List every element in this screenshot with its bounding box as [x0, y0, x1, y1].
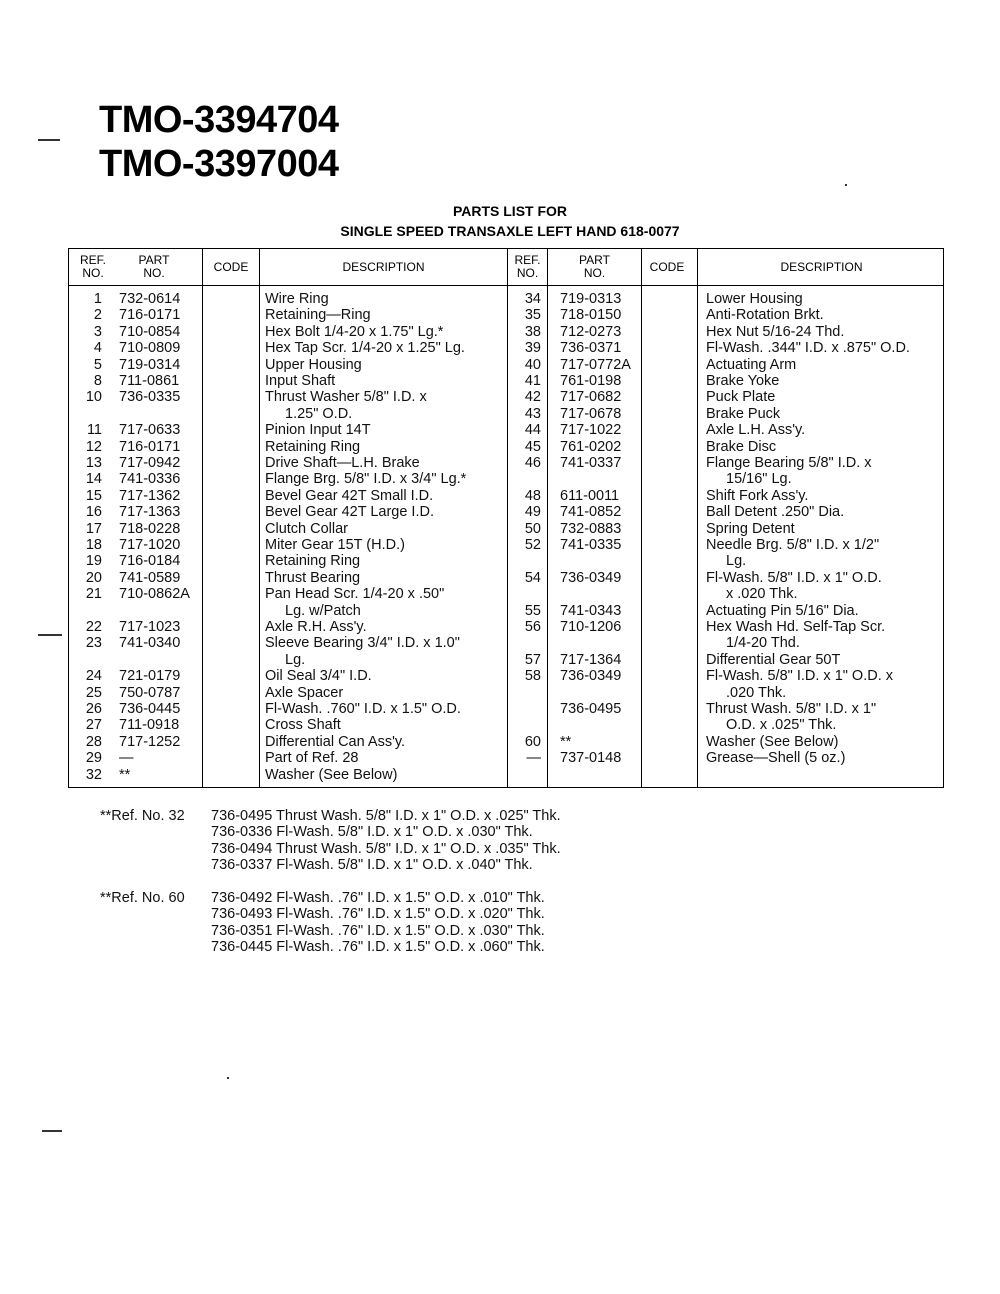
- ref-number-cell: [508, 701, 541, 717]
- part-number-cell: 717-0772A: [560, 356, 631, 373]
- part-number-cell: 611-0011: [560, 487, 620, 504]
- ref-number-cell: [508, 471, 541, 487]
- ref-number-cell: 27: [85, 717, 102, 734]
- part-number-cell: 717-1362: [119, 487, 181, 504]
- ref-number-cell: 46: [524, 455, 541, 471]
- description-cell: Cross Shaft: [265, 717, 341, 734]
- description-cell: 1/4-20 Thd.: [726, 635, 800, 652]
- description-cell: Washer (See Below): [265, 766, 398, 783]
- footnote-label: **Ref. No. 60: [100, 890, 185, 906]
- part-number-cell: 741-0337: [560, 455, 622, 471]
- description-cell: Hex Bolt 1/4-20 x 1.75" Lg.*: [265, 323, 444, 340]
- ref-number-cell: 42: [524, 389, 541, 406]
- description-cell: Wire Ring: [265, 291, 329, 307]
- description-cell: Brake Yoke: [706, 373, 780, 389]
- ref-number-cell: 2: [93, 307, 102, 324]
- ref-number-cell: —: [526, 750, 541, 767]
- part-number-cell: 710-1206: [560, 619, 622, 635]
- ref-number-cell: [508, 685, 541, 701]
- description-cell: Shift Fork Ass'y.: [706, 487, 809, 504]
- header-divider: [69, 285, 943, 286]
- column-divider: [547, 249, 548, 787]
- ref-number-cell: 16: [85, 504, 102, 521]
- parts-list-subheading: SINGLE SPEED TRANSAXLE LEFT HAND 618-0077: [340, 223, 680, 239]
- part-number-cell: **: [119, 766, 131, 783]
- description-cell: Bevel Gear 42T Small I.D.: [265, 487, 434, 504]
- part-number-cell: 736-0371: [560, 340, 622, 357]
- part-number-cell: 717-1023: [119, 619, 181, 635]
- description-cell: Pan Head Scr. 1/4-20 x .50": [265, 586, 445, 603]
- parts-table: [68, 248, 944, 788]
- scan-mark: [38, 634, 62, 636]
- part-number-cell: 719-0314: [119, 356, 181, 373]
- part-number-cell: 741-0336: [119, 471, 181, 488]
- description-cell: Retaining—Ring: [265, 307, 371, 324]
- part-number-cell: 717-1363: [119, 504, 181, 521]
- header-ref-no: REF. NO.: [514, 253, 541, 280]
- scan-mark: [38, 139, 60, 141]
- part-number-cell: 736-0335: [119, 389, 181, 406]
- description-cell: Thrust Bearing: [265, 569, 361, 586]
- description-cell: Thrust Washer 5/8" I.D. x: [265, 389, 427, 406]
- description-cell: Hex Wash Hd. Self-Tap Scr.: [706, 619, 886, 635]
- description-cell: Brake Puck: [706, 405, 781, 422]
- description-cell: Pinion Input 14T: [265, 422, 371, 439]
- part-number-cell: 732-0883: [560, 520, 622, 537]
- part-number-cell: **: [560, 733, 572, 750]
- description-cell: Axle Spacer: [265, 684, 344, 701]
- description-cell: Sleeve Bearing 3/4" I.D. x 1.0": [265, 635, 460, 652]
- part-number-cell: 741-0852: [560, 504, 622, 521]
- description-cell: Actuating Arm: [706, 356, 797, 373]
- ref-number-cell: 40: [524, 356, 541, 373]
- footnote-line: 736-0351 Fl-Wash. .76" I.D. x 1.5" O.D. x .030" Thk.: [211, 922, 545, 939]
- ref-number-cell: 1: [93, 291, 102, 307]
- part-number-cell: 741-0335: [560, 537, 622, 553]
- ref-number-cell: [508, 586, 541, 602]
- footnote-line: 736-0494 Thrust Wash. 5/8" I.D. x 1" O.D. x .035" Thk.: [211, 840, 561, 857]
- description-cell: .020 Thk.: [726, 684, 787, 701]
- ref-number-cell: 25: [85, 684, 102, 701]
- part-number-cell: 716-0184: [119, 553, 181, 570]
- description-cell: Input Shaft: [265, 373, 336, 389]
- ref-number-cell: 43: [524, 405, 541, 422]
- parts-list-heading: PARTS LIST FOR: [452, 203, 568, 219]
- description-cell: Lower Housing: [706, 291, 803, 307]
- part-number-cell: 710-0854: [119, 323, 181, 340]
- ref-number-cell: 34: [524, 291, 541, 307]
- part-number-cell: [560, 586, 650, 602]
- ref-number-cell: 4: [93, 340, 102, 357]
- ref-number-cell: [69, 406, 102, 422]
- header-ref-no: REF. NO.: [79, 253, 106, 280]
- description-cell: Retaining Ring: [265, 438, 361, 455]
- ref-number-cell: 39: [524, 340, 541, 357]
- description-cell: Anti-Rotation Brkt.: [706, 307, 824, 324]
- part-number-cell: 717-1364: [560, 651, 622, 668]
- part-number-cell: [560, 685, 650, 701]
- description-cell: Bevel Gear 42T Large I.D.: [265, 504, 434, 521]
- footnote-line: 736-0445 Fl-Wash. .76" I.D. x 1.5" O.D. x .060" Thk.: [211, 939, 545, 956]
- part-number-cell: 721-0179: [119, 668, 181, 685]
- part-number-cell: 712-0273: [560, 323, 622, 340]
- description-cell: Hex Nut 5/16-24 Thd.: [706, 323, 845, 340]
- part-number-cell: 717-0633: [119, 422, 181, 439]
- ref-number-cell: [508, 553, 541, 569]
- description-cell: O.D. x .025" Thk.: [726, 717, 837, 734]
- ref-number-cell: 54: [524, 569, 541, 586]
- ref-number-cell: 5: [93, 356, 102, 373]
- header-code: CODE: [213, 259, 249, 274]
- description-cell: Oil Seal 3/4" I.D.: [265, 668, 372, 685]
- part-number-cell: 741-0340: [119, 635, 181, 652]
- ref-number-cell: 55: [524, 602, 541, 619]
- ref-number-cell: 23: [85, 635, 102, 652]
- part-number-cell: [560, 717, 650, 733]
- header-description: DESCRIPTION: [780, 259, 863, 274]
- footnote-line: 736-0492 Fl-Wash. .76" I.D. x 1.5" O.D. x .010" Thk.: [211, 890, 545, 906]
- ref-number-cell: 12: [85, 438, 102, 455]
- header-part-no: PART NO.: [579, 253, 610, 280]
- description-cell: Grease—Shell (5 oz.): [706, 750, 846, 767]
- ref-number-cell: 10: [85, 389, 102, 406]
- part-number-cell: 717-0942: [119, 455, 181, 471]
- description-cell: Part of Ref. 28: [265, 750, 359, 767]
- description-cell: Differential Can Ass'y.: [265, 733, 406, 750]
- ref-number-cell: 17: [85, 520, 102, 537]
- ref-number-cell: 14: [85, 471, 102, 488]
- description-cell: x .020 Thk.: [726, 586, 798, 603]
- description-cell: Fl-Wash. .344" I.D. x .875" O.D.: [706, 340, 910, 357]
- ref-number-cell: 56: [524, 619, 541, 635]
- description-cell: Drive Shaft—L.H. Brake: [265, 455, 420, 471]
- ref-number-cell: [69, 652, 102, 668]
- ref-number-cell: 15: [85, 487, 102, 504]
- ref-number-cell: 3: [93, 323, 102, 340]
- description-cell: Actuating Pin 5/16" Dia.: [706, 602, 859, 619]
- part-number-cell: 717-0678: [560, 405, 622, 422]
- ref-number-cell: 28: [85, 733, 102, 750]
- description-cell: Hex Tap Scr. 1/4-20 x 1.25" Lg.: [265, 340, 465, 357]
- part-number-cell: 750-0787: [119, 684, 181, 701]
- description-cell: Spring Detent: [706, 520, 795, 537]
- ref-number-cell: 13: [85, 455, 102, 471]
- ref-number-cell: 35: [524, 307, 541, 324]
- ref-number-cell: 45: [524, 438, 541, 455]
- part-number-cell: 718-0150: [560, 307, 622, 324]
- ref-number-cell: 29: [85, 750, 102, 767]
- part-number-cell: [560, 471, 650, 487]
- ref-number-cell: 57: [524, 651, 541, 668]
- description-cell: Upper Housing: [265, 356, 362, 373]
- ref-number-cell: 20: [85, 569, 102, 586]
- ref-number-cell: 49: [524, 504, 541, 521]
- ref-number-cell: [508, 717, 541, 733]
- part-number-cell: 732-0614: [119, 291, 181, 307]
- part-number-cell: 717-1022: [560, 422, 622, 439]
- part-number-cell: 716-0171: [119, 307, 181, 324]
- footnote-line: 736-0495 Thrust Wash. 5/8" I.D. x 1" O.D. x .025" Thk.: [211, 808, 561, 824]
- footnote-line: 736-0337 Fl-Wash. 5/8" I.D. x 1" O.D. x .040" Thk.: [211, 857, 533, 874]
- ref-number-cell: 26: [85, 701, 102, 717]
- description-cell: Washer (See Below): [706, 733, 839, 750]
- description-cell: Fl-Wash. 5/8" I.D. x 1" O.D. x: [706, 668, 894, 685]
- part-number-cell: 711-0918: [119, 717, 180, 734]
- ref-number-cell: 21: [85, 586, 102, 603]
- part-number-cell: —: [119, 750, 134, 767]
- part-number-cell: 741-0343: [560, 602, 622, 619]
- ref-number-cell: 60: [524, 733, 541, 750]
- description-cell: Lg.: [726, 553, 747, 570]
- ref-number-cell: 44: [524, 422, 541, 439]
- description-cell: Flange Bearing 5/8" I.D. x: [706, 455, 872, 471]
- description-cell: 1.25" O.D.: [285, 405, 353, 422]
- part-number-cell: 710-0862A: [119, 586, 190, 603]
- ref-number-cell: 8: [93, 373, 102, 389]
- part-number-cell: 716-0171: [119, 438, 181, 455]
- part-number-cell: [119, 652, 209, 668]
- part-number-cell: [560, 635, 650, 651]
- model-number: TMO-3397004: [99, 143, 339, 185]
- ref-number-cell: 32: [85, 766, 102, 783]
- part-number-cell: 710-0809: [119, 340, 181, 357]
- footnote-label: **Ref. No. 32: [100, 808, 185, 824]
- description-cell: Puck Plate: [706, 389, 776, 406]
- ref-number-cell: [69, 603, 102, 619]
- part-number-cell: 717-1020: [119, 537, 181, 553]
- ref-number-cell: 22: [85, 619, 102, 635]
- part-number-cell: 717-0682: [560, 389, 622, 406]
- ref-number-cell: 18: [85, 537, 102, 553]
- ref-number-cell: 52: [524, 537, 541, 553]
- part-number-cell: 719-0313: [560, 291, 622, 307]
- ref-number-cell: 50: [524, 520, 541, 537]
- column-divider: [697, 249, 698, 787]
- header-part-no: PART NO.: [138, 253, 170, 280]
- part-number-cell: 711-0861: [119, 373, 180, 389]
- description-cell: Differential Gear 50T: [706, 651, 841, 668]
- column-divider: [259, 249, 260, 787]
- description-cell: 15/16" Lg.: [726, 471, 792, 488]
- model-number-block: [99, 98, 339, 186]
- part-number-cell: 737-0148: [560, 750, 622, 767]
- part-number-cell: 718-0228: [119, 520, 181, 537]
- footnote-line: 736-0336 Fl-Wash. 5/8" I.D. x 1" O.D. x .030" Thk.: [211, 824, 533, 841]
- part-number-cell: 736-0445: [119, 701, 181, 717]
- ref-number-cell: [508, 635, 541, 651]
- ref-number-cell: 19: [85, 553, 102, 570]
- description-cell: Retaining Ring: [265, 553, 361, 570]
- part-number-cell: 761-0198: [560, 373, 622, 389]
- description-cell: Axle R.H. Ass'y.: [265, 619, 367, 635]
- ref-number-cell: 38: [524, 323, 541, 340]
- footnote-ref-32: [100, 808, 660, 878]
- header-code: CODE: [649, 259, 685, 274]
- part-number-cell: 736-0349: [560, 668, 622, 685]
- part-number-cell: 741-0589: [119, 569, 181, 586]
- part-number-cell: 761-0202: [560, 438, 622, 455]
- scan-speck: [845, 184, 847, 186]
- ref-number-cell: 41: [524, 373, 541, 389]
- description-cell: Flange Brg. 5/8" I.D. x 3/4" Lg.*: [265, 471, 467, 488]
- part-number-cell: 736-0495: [560, 701, 622, 717]
- part-number-cell: 717-1252: [119, 733, 181, 750]
- description-cell: Fl-Wash. 5/8" I.D. x 1" O.D.: [706, 569, 882, 586]
- part-number-cell: [119, 603, 209, 619]
- description-cell: Axle L.H. Ass'y.: [706, 422, 806, 439]
- description-cell: Lg.: [285, 651, 306, 668]
- description-cell: Thrust Wash. 5/8" I.D. x 1": [706, 701, 877, 717]
- scan-speck: [227, 1077, 229, 1079]
- part-number-cell: [560, 553, 650, 569]
- part-number-cell: [119, 406, 209, 422]
- footnote-ref-60: [100, 890, 660, 960]
- footnote-line: 736-0493 Fl-Wash. .76" I.D. x 1.5" O.D. x .020" Thk.: [211, 906, 545, 923]
- description-cell: Fl-Wash. .760" I.D. x 1.5" O.D.: [265, 701, 461, 717]
- ref-number-cell: 48: [524, 487, 541, 504]
- description-cell: Brake Disc: [706, 438, 777, 455]
- part-number-cell: 736-0349: [560, 569, 622, 586]
- description-cell: Lg. w/Patch: [285, 602, 361, 619]
- header-description: DESCRIPTION: [342, 259, 425, 274]
- description-cell: Clutch Collar: [265, 520, 348, 537]
- model-number: TMO-3394704: [99, 99, 339, 141]
- ref-number-cell: 24: [85, 668, 102, 685]
- ref-number-cell: 58: [524, 668, 541, 685]
- scan-mark: [42, 1130, 62, 1132]
- description-cell: Ball Detent .250" Dia.: [706, 504, 845, 521]
- description-cell: Needle Brg. 5/8" I.D. x 1/2": [706, 537, 880, 553]
- ref-number-cell: 11: [86, 422, 102, 439]
- description-cell: Miter Gear 15T (H.D.): [265, 537, 405, 553]
